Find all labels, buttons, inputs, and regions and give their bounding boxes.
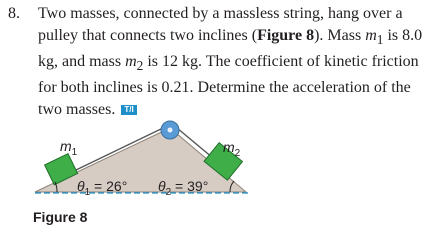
mass1-symbol: m [365,27,377,44]
mass2-symbol: m [125,53,137,71]
theta2-label: $\theta_2 = 39^\circ$ [158,178,209,198]
stem-text-4: is 12 kg. The coefficient of kinetic friction for both inclines is 0.21. Determine the acceleration of the two masses. [38,53,419,119]
mass1-label: $m_1$ [60,138,78,158]
figure-reference: Figure 8 [257,27,315,44]
mass1-subscript: 1 [376,32,384,48]
pulley-axle [168,128,173,133]
theta1-label: $\theta_1 = 26^\circ$ [77,178,128,198]
stem-text-1: Two masses, connected by a massless string, hang over a pulley that connects two inclines ( [38,5,403,44]
stem-text-3: is 8.0 kg, and mass [38,27,423,71]
mass2-label: $m_2$ [223,139,241,159]
thinking-inquiry-badge: T/I [121,105,136,115]
mass2-subscript: 2 [136,58,144,74]
figure-caption: Figure 8 [33,209,88,225]
problem-number: 8. [8,5,20,22]
stem-text-2: ). Mass [314,27,366,44]
